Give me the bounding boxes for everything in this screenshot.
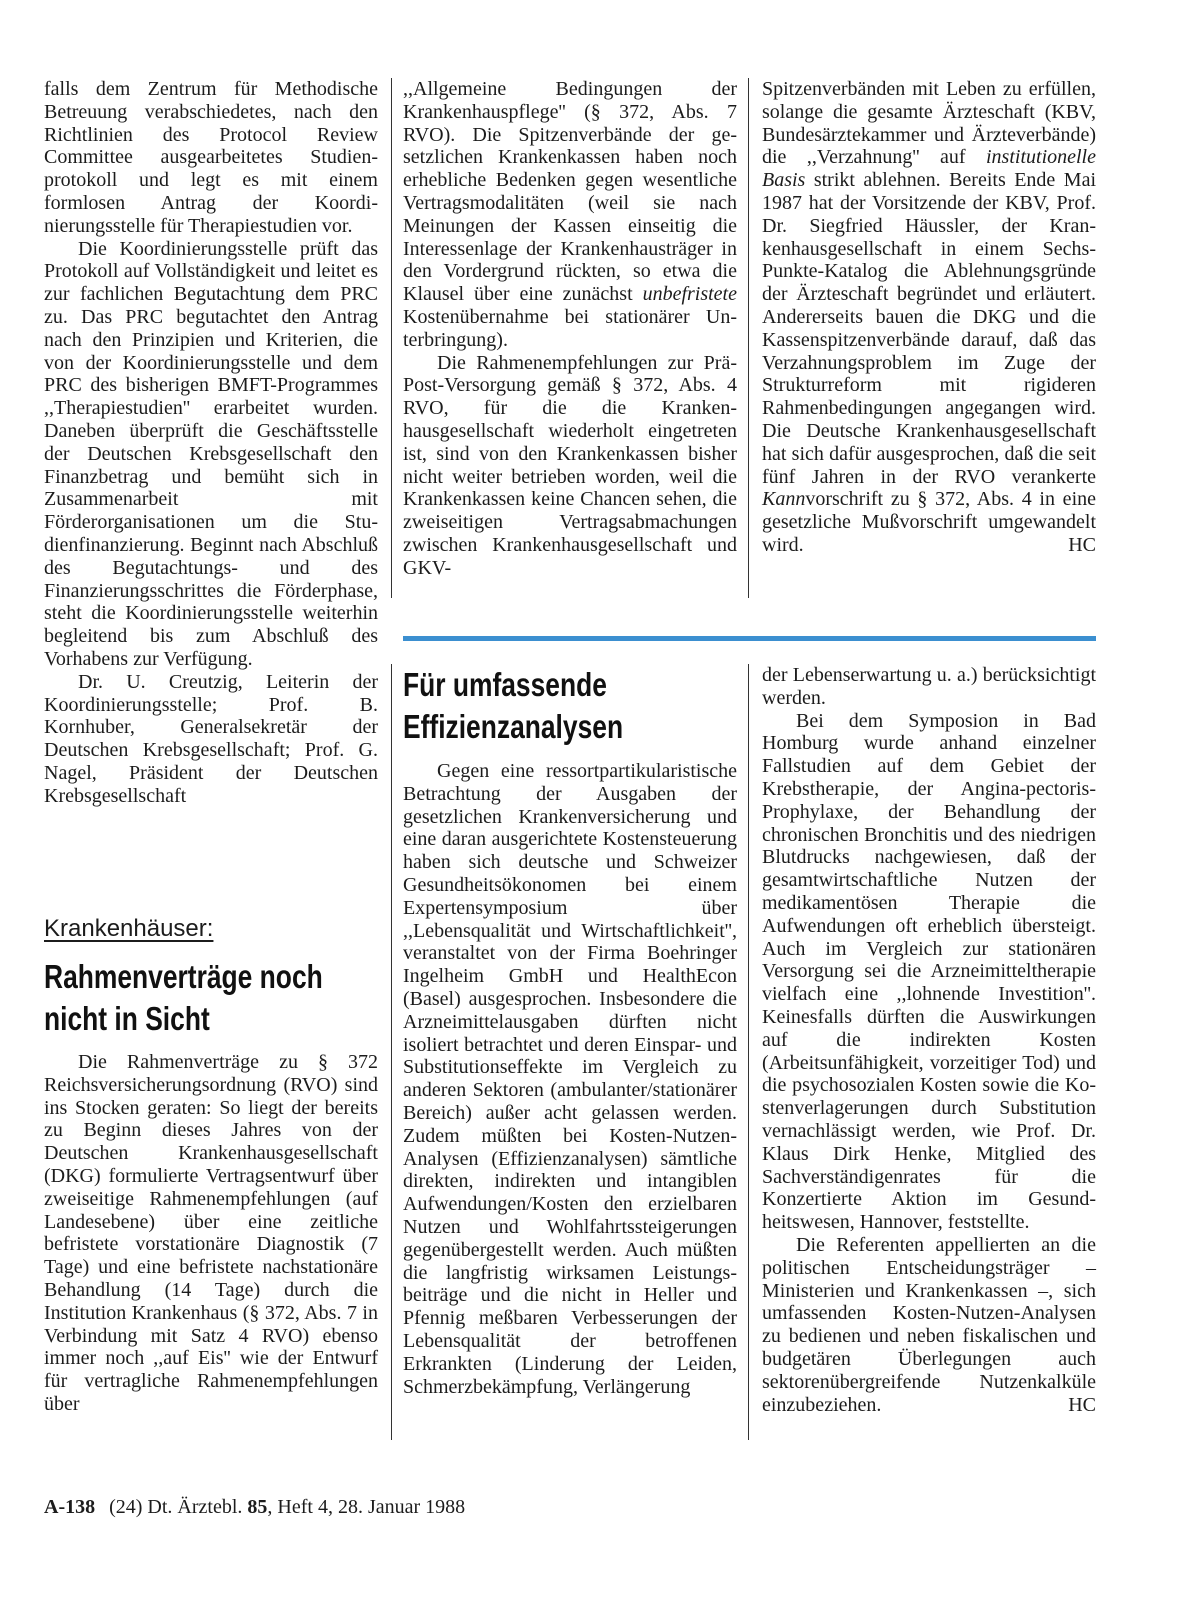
column-divider — [391, 78, 392, 598]
column-2-article-text — [403, 760, 737, 1398]
column-divider — [748, 664, 749, 1440]
headline-line: Rahmenverträge noch — [44, 958, 323, 995]
page-number: A-138 — [44, 1496, 96, 1518]
journal-reference: (24) Dt. Ärztebl. 85, Heft 4, 28. Januar 1988 — [109, 1496, 466, 1518]
paragraph: Bei dem Symposion in Bad Homburg wurde anhand einzelner Fallstudien auf dem Gebiet der Krebstherapie, der Angina-pectoris-Prophylaxe, der Behandlung der chronischen Bronchitis und des niedrigen Blutdrucks nachgewiesen, daß der gesamtwirtschaftliche Nutzen der medikamentösen Therapie die Aufwendungen oft erheblich übersteigt. Auch im Vergleich zur stationären Versorgung sei die Arzneimitteltherapie vielfach eine ,,lohnende Investition''. Keinesfalls dürften die Auswirkungen auf die indirekten Kosten (Arbeitsunfähigkeit, vorzeitiger Tod) und die psychosozialen Kosten sowie die Kostenverlagerungen durch Substitution vernachlässigt werden, wie Prof. Dr. Klaus Dirk Henke, Mitglied des Sachverständigenrates für die Konzertierte Aktion im Gesundheitswesen, Hannover, feststellte. — [762, 709, 1096, 1234]
paragraph: Die Rahmenempfehlungen zur Prä-Post-Versorgung gemäß § 372, Abs. 4 RVO, für die die Krankenhausgesellschaft wiederholt eingetreten ist, sind von den Krankenkassen bisher nicht weiter betrieben worden, weil die Krankenkassen keine Chancen sehen, die zweiseitigen Vertragsabmachungen zwischen Krankenhausgesellschaft und GKV- — [403, 351, 737, 579]
headline-line: Effizienzanalysen — [403, 708, 624, 745]
author-credits: Dr. U. Creutzig, Leiterin der Koordinierungsstelle; Prof. B. Kornhuber, Generalsekretär der Deutschen Krebsgesellschaft; Prof. G. Nagel, Präsident der Deutschen Krebsgesellschaft — [44, 670, 378, 807]
page-footer — [44, 1496, 465, 1519]
author-signature: HC — [1068, 1393, 1096, 1416]
column-divider — [391, 664, 392, 1440]
paragraph: Die Referenten appellierten an die politischen Entscheidungsträger – Ministerien und Krankenkassen –, sich umfassenden Kosten-Nutzen-Analysen zu bedienen und neben fiskalischen und budgetären Überlegungen auch sektorenübergreifende Nutzenkalküle einzubeziehen. HC — [762, 1233, 1096, 1416]
paragraph: Spitzenverbänden mit Leben zu erfüllen, solange die gesamte Ärzteschaft (KBV, Bundesärztekammer und Ärzteverbände) die ,,Verzahnung'' auf institutionelle Basis strikt ablehnen. Bereits Ende Mai 1987 hat der Vorsitzende der KBV, Prof. Dr. Siegfried Häussler, der Krankenhausgesellschaft in einem Sechs-Punkte-Katalog die Ablehnungsgründe der Ärzteschaft begründet und erläutert. Andererseits bauen die DKG und die Kassenspitzenverbände darauf, daß das Verzahnungsproblem im Zuge der Strukturreform mit rigideren Rahmenbedingungen angegangen wird. Die Deutsche Krankenhausgesellschaft hat sich dafür ausgesprochen, daß die seit fünf Jahren in der RVO verankerte Kannvorschrift zu § 372, Abs. 4 in eine gesetzliche Mußvorschrift umgewandelt wird. HC — [762, 78, 1096, 556]
section-separator-rule — [403, 636, 1096, 641]
paragraph: ,,Allgemeine Bedingungen der Krankenhauspflege'' (§ 372, Abs. 7 RVO). Die Spitzenverbände der gesetzlichen Krankenkassen haben noch erhebliche Bedenken gegen wesentliche Vertragsmodalitäten (weil sie nach Meinungen der Kassen einseitig die Interessenlage der Krankenhausträger in den Vordergrund rückten, so etwa die Klausel über eine zunächst unbefristete Kostenübernahme bei stationärer Unterbringung). — [403, 78, 737, 351]
paragraph: falls dem Zentrum für Methodische Betreuung verabschiedetes, nach den Richtlinien des Protocol Review Committee ausgearbeitetes Studienprotokoll und legt es mit einem formlosen Antrag der Koordinierungsstelle für Therapiestudien vor. — [44, 78, 378, 237]
headline-line: Für umfassende — [403, 666, 607, 703]
column-divider — [748, 78, 749, 598]
column-3-text — [762, 78, 1096, 557]
paragraph: der Lebenserwartung u. a.) berücksichtigt werden. — [762, 664, 1096, 709]
column-3-article-text — [762, 664, 1096, 1416]
column-1-text — [44, 78, 378, 808]
paragraph: Die Rahmenverträge zu § 372 Reichsversicherungsordnung (RVO) sind ins Stocken geraten: So liegt der bereits zu Beginn dieses Jahres von der Deutschen Krankenhausgesellschaft (DKG) formulierte Vertragsentwurf über zweiseitige Rahmenempfehlungen (auf Landesebene) über eine zeitliche befristete vorstationäre Diagnostik (7 Tage) und eine befristete nachstationäre Behandlung (14 Tage) durch die Institution Krankenhaus (§ 372, Abs. 7 in Verbindung mit Satz 4 RVO) ebenso immer noch ,,auf Eis'' wie der Entwurf für vertragliche Rahmenempfehlungen über — [44, 1051, 378, 1415]
column-1-article-text — [44, 1051, 378, 1416]
paragraph: Gegen eine ressortpartikularistische Betrachtung der Ausgaben der gesetzlichen Krankenversicherung und eine daran ausgerichtete Kostensteuerung haben sich deutsche und Schweizer Gesundheitsökonomen bei einem Expertensymposium über ,,Lebensqualität und Wirtschaftlichkeit'', veranstaltet von der Firma Boehringer Ingelheim GmbH und HealthEcon (Basel) ausgesprochen. Insbesondere die Arzneimittelausgaben dürften nicht isoliert betrachtet und deren Einspar- und Substitutionseffekte im Vergleich zu anderen Sektoren (ambulanter/stationärer Bereich) außer acht gelassen werden. Zudem müßten bei Kosten-Nutzen-Analysen (Effizienzanalysen) sämtliche direkten, indirekten und intangiblen Aufwendungen/Kosten den erzielbaren Nutzen und Wohlfahrtssteigerungen gegenübergestellt werden. Auch müßten die langfristig wirksamen Leistungsbeiträge und die nicht in Heller und Pfennig meßbaren Verbesserungen der Lebensqualität der betroffenen Erkrankten (Linderung der Leiden, Schmerzbekämpfung, Verlängerung — [403, 760, 737, 1398]
column-2-text — [403, 78, 737, 602]
section-kicker: Krankenhäuser: — [44, 915, 214, 942]
headline-line: nicht in Sicht — [44, 1000, 210, 1037]
paragraph: Die Koordinierungsstelle prüft das Protokoll auf Vollständigkeit und leitet es zur fachlichen Begutachtung dem PRC zu. Das PRC begutachtet den Antrag nach den Prinzipien und Kriterien, die von der Koordinierungsstelle und dem PRC des bisherigen BMFT-Programmes ,,Therapiestudien'' erarbeitet wurden. Daneben überprüft die Geschäftsstelle der Deutschen Krebsgesellschaft den Finanzbetrag und bemüht sich in Zusammenarbeit mit Förderorganisationen um die Studienfinanzierung. Beginnt nach Abschluß des Begutachtungs- und des Finanzierungsschrittes die Förderphase, steht die Koordinierungsstelle weiterhin begleitend bis zum Abschluß des Vorhabens zur Verfügung. — [44, 237, 378, 670]
author-signature: HC — [1068, 533, 1096, 556]
